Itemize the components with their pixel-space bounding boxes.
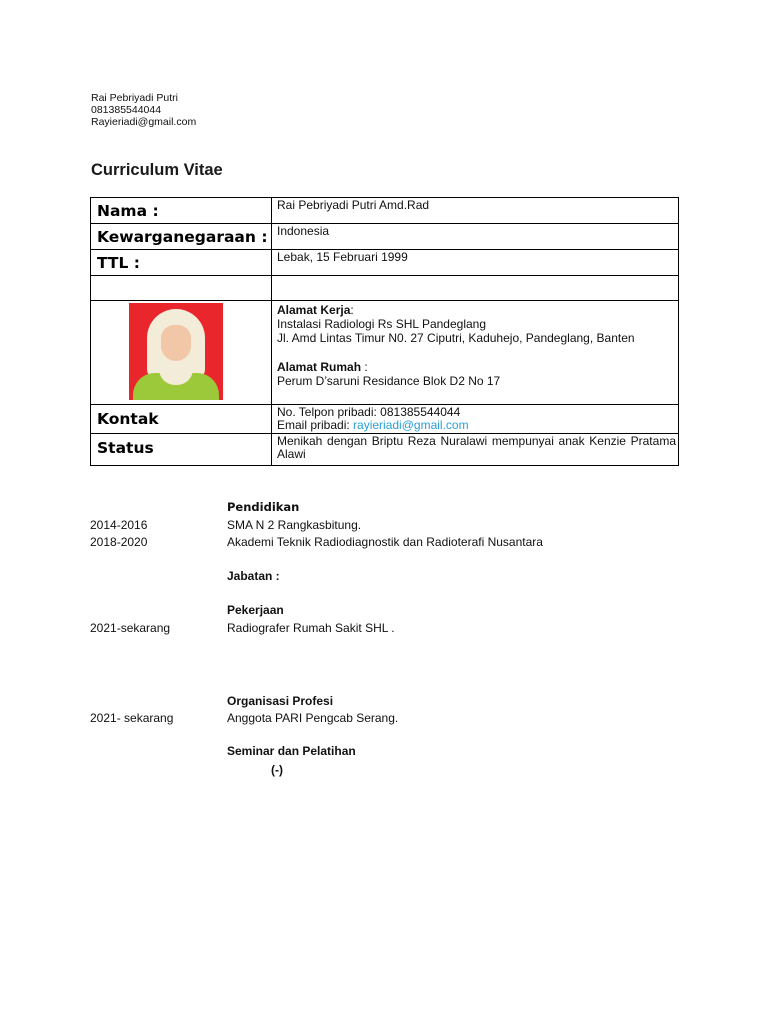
face-shape xyxy=(161,325,191,361)
seminar-heading: Seminar dan Pelatihan xyxy=(227,744,356,758)
alamat-rumah-label: Alamat Rumah xyxy=(277,360,362,374)
pekerjaan-heading: Pekerjaan xyxy=(227,603,284,617)
kontak-phone: No. Telpon pribadi: 081385544044 xyxy=(277,405,461,419)
profile-photo xyxy=(129,303,223,400)
seminar-item: (-) xyxy=(271,763,283,777)
alamat-kerja-colon: : xyxy=(350,303,354,317)
header-email: Rayieriadi@gmail.com xyxy=(91,116,197,128)
pekerjaan-year: 2021-sekarang xyxy=(90,621,171,635)
table-row-empty xyxy=(91,276,679,301)
address-cell xyxy=(272,301,679,405)
table-row-status xyxy=(91,434,679,466)
table-row-ttl xyxy=(91,250,679,276)
page-title: Curriculum Vitae xyxy=(91,161,223,179)
pendidikan-year: 2018-2020 xyxy=(90,535,148,549)
pendidikan-item: Akademi Teknik Radiodiagnostik dan Radioterafi Nusantara xyxy=(227,535,543,549)
alamat-rumah-line1: Perum D’saruni Residance Blok D2 No 17 xyxy=(277,374,501,388)
organisasi-year: 2021- sekarang xyxy=(90,711,174,725)
empty-cell xyxy=(91,276,272,301)
alamat-rumah-colon: : xyxy=(361,360,368,374)
header-phone: 081385544044 xyxy=(91,104,162,116)
alamat-kerja-line1: Instalasi Radiologi Rs SHL Pandeglang xyxy=(277,317,487,331)
alamat-kerja-heading xyxy=(277,303,678,317)
kontak-label: Kontak xyxy=(91,405,272,434)
table-row-kontak xyxy=(91,405,679,434)
photo-cell xyxy=(91,301,272,405)
table-row-kewarganegaraan xyxy=(91,224,679,250)
cv-table xyxy=(90,197,679,466)
jabatan-heading: Jabatan : xyxy=(227,569,280,583)
kontak-cell xyxy=(272,405,679,434)
ttl-label: TTL : xyxy=(91,250,272,276)
status-label: Status xyxy=(91,434,272,466)
organisasi-heading: Organisasi Profesi xyxy=(227,694,334,708)
organisasi-item: Anggota PARI Pengcab Serang. xyxy=(227,711,399,725)
alamat-kerja-label: Alamat Kerja xyxy=(277,303,351,317)
table-row-photo-address xyxy=(91,301,679,405)
header-name: Rai Pebriyadi Putri xyxy=(91,92,178,104)
pendidikan-item: SMA N 2 Rangkasbitung. xyxy=(227,518,362,532)
pekerjaan-item: Radiografer Rumah Sakit SHL . xyxy=(227,621,395,635)
kewarganegaraan-label: Kewarganegaraan : xyxy=(91,224,272,250)
alamat-rumah-heading xyxy=(277,360,678,374)
email-link[interactable]: rayieriadi@gmail.com xyxy=(353,418,469,432)
alamat-kerja-line2: Jl. Amd Lintas Timur N0. 27 Ciputri, Kaduhejo, Pandeglang, Banten xyxy=(277,331,635,345)
spacer xyxy=(277,345,678,360)
kontak-email-prefix: Email pribadi: xyxy=(277,418,354,432)
nama-label: Nama : xyxy=(91,198,272,224)
kontak-email-line xyxy=(277,419,678,432)
pendidikan-year: 2014-2016 xyxy=(90,518,148,532)
status-value: Menikah dengan Briptu Reza Nuralawi mempunyai anak Kenzie Pratama Alawi xyxy=(272,434,679,466)
pendidikan-heading: Pendidikan xyxy=(227,500,300,514)
ttl-value: Lebak, 15 Februari 1999 xyxy=(272,250,679,276)
empty-cell xyxy=(272,276,679,301)
table-row-nama xyxy=(91,198,679,224)
nama-value: Rai Pebriyadi Putri Amd.Rad xyxy=(272,198,679,224)
kewarganegaraan-value: Indonesia xyxy=(272,224,679,250)
